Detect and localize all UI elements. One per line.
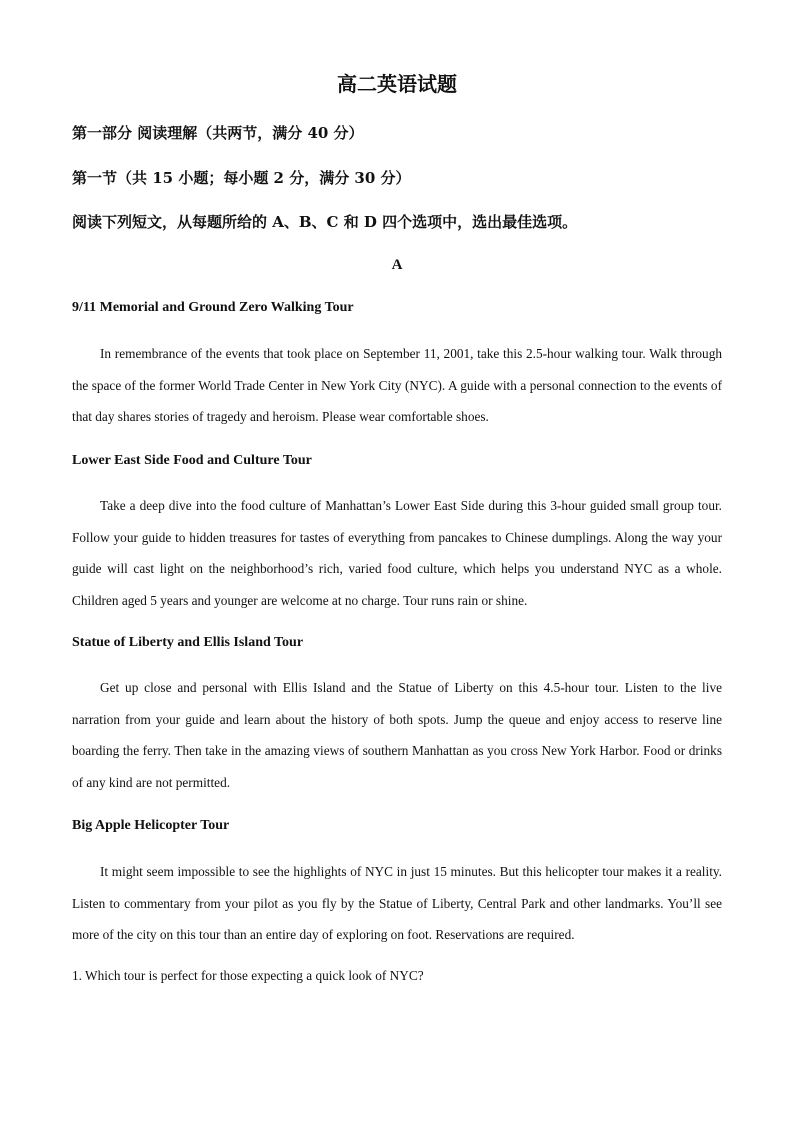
passage-label: A bbox=[391, 257, 403, 273]
tour-description-911: In remembrance of the events that took place on September 11, 2001, take this 2.5-hour walking tour. Walk through the space of the former World Trade Center in New York City (NYC). A guide with a personal connection to the events of that day shares stories of tragedy and heroism. Please wear comfortable shoes. bbox=[72, 346, 722, 425]
instruction-text: 阅读下列短文，从每题所给的 A、B、C 和 D 四个选项中，选出最佳选项。 bbox=[72, 213, 578, 231]
section-heading: 第一节（共 15 小题；每小题 2 分，满分 30 分） bbox=[72, 169, 411, 187]
tour-title-liberty: Statue of Liberty and Ellis Island Tour bbox=[72, 635, 304, 650]
page-title: 高二英语试题 bbox=[337, 72, 457, 96]
tour-title-helicopter: Big Apple Helicopter Tour bbox=[72, 818, 230, 833]
tour-title-food: Lower East Side Food and Culture Tour bbox=[72, 453, 312, 468]
tour-description-liberty: Get up close and personal with Ellis Island and the Statue of Liberty on this 4.5-hour tour. Listen to the live narration from your guide and learn about the history of both spots. Jump the queue and enjoy access to reserve line boarding the ferry. Then take in the amazing views of southern Manhattan as you cross New York Harbor. Food or drinks of any kind are not permitted. bbox=[72, 680, 722, 790]
tour-description-helicopter: It might seem impossible to see the highlights of NYC in just 15 minutes. But this helicopter tour makes it a reality. Listen to commentary from your pilot as you fly by the Statue of Liberty, Central Park and other landmarks. You’ll see more of the city on this tour than an entire day of exploring on foot. Reservations are required. bbox=[72, 864, 722, 943]
tour-title-911: 9/11 Memorial and Ground Zero Walking Tour bbox=[72, 300, 354, 315]
part-heading: 第一部分 阅读理解（共两节，满分 40 分） bbox=[72, 124, 364, 142]
tour-description-food: Take a deep dive into the food culture of Manhattan’s Lower East Side during this 3-hour guided small group tour. Follow your guide to hidden treasures for tastes of everything from pancakes to Chinese dumplings. Along the way your guide will cast light on the neighborhood’s rich, varied food culture, which helps you understand NYC as a whole. Children aged 5 years and younger are welcome at no charge. Tour runs rain or shine. bbox=[72, 498, 722, 608]
question-1: 1. Which tour is perfect for those expecting a quick look of NYC? bbox=[72, 968, 424, 983]
